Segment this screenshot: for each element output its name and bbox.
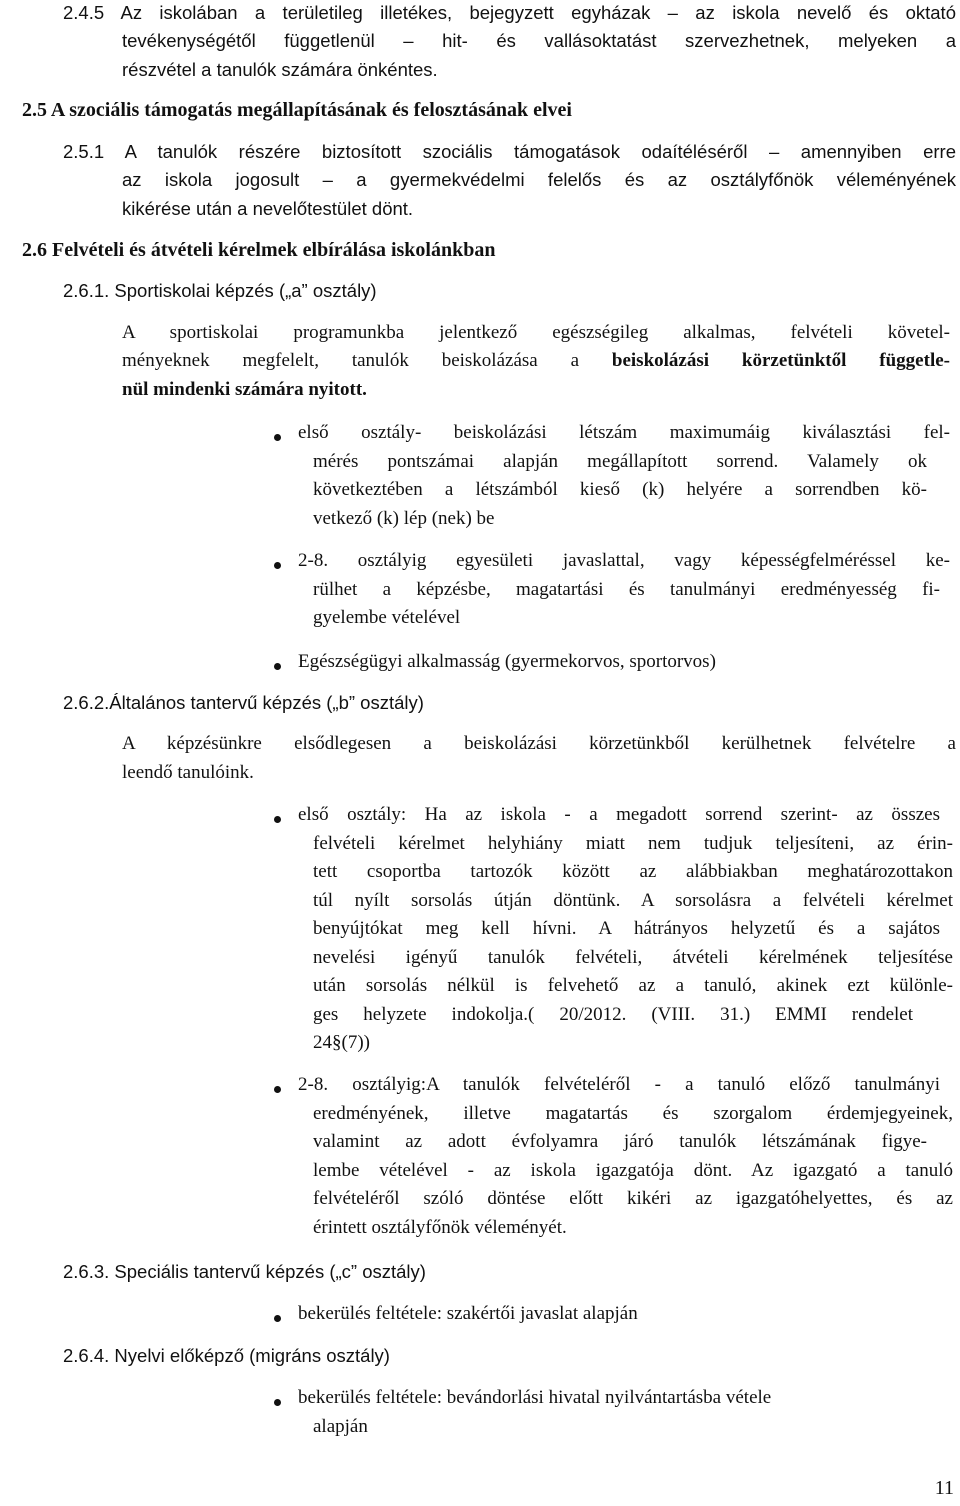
text-line: kikérése után a nevelőtestület dönt. <box>122 198 414 219</box>
subsection-heading-2-6-1: 2.6.1. Sportiskolai képzés („a” osztály) <box>63 280 377 301</box>
list-item-line: gyelembe vételével <box>313 607 461 628</box>
text-line: A sportiskolai programunkba jelentkező egészségileg alkalmas, felvételi követel- <box>122 322 950 343</box>
list-item-line: lembe vételével - az iskola igazgatója dönt. Az igazgató a tanuló <box>313 1160 953 1181</box>
section-heading-2-6: 2.6 Felvételi és átvételi kérelmek elbírálása iskolánkban <box>22 239 496 261</box>
subsection-heading-2-6-3: 2.6.3. Speciális tantervű képzés („c” osztály) <box>63 1261 426 1282</box>
list-item-line: első osztály: Ha az iskola - a megadott sorrend szerint- az összes <box>298 804 940 825</box>
bullet-icon <box>274 562 281 569</box>
bullet-icon <box>274 1399 281 1406</box>
list-item-line: benyújtókat meg kell hívni. A hátrányos helyzetű és a sajátos <box>313 918 940 939</box>
list-item-line: első osztály- beiskolázási létszám maximumáig kiválasztási fel- <box>298 422 950 443</box>
text-line: ményeknek megfelelt, tanulók beiskolázása a beiskolázási körzetünktől függetle- <box>122 350 950 371</box>
list-item-line: után sorsolás nélkül is felvehető az a tanuló, akinek ezt különle- <box>313 975 953 996</box>
bullet-icon <box>274 1086 281 1093</box>
list-item-line: bekerülés feltétele: szakértői javaslat alapján <box>298 1303 638 1324</box>
subsection-heading-2-6-2: 2.6.2.Általános tantervű képzés („b” osztály) <box>63 692 424 713</box>
list-item-line: 2-8. osztályig:A tanulók felvételéről - a tanuló előző tanulmányi <box>298 1074 940 1095</box>
list-item-line: rülhet a képzésbe, magatartási és tanulmányi eredményesség fi- <box>313 579 940 600</box>
list-item-line: Egészségügyi alkalmasság (gyermekorvos, sportorvos) <box>298 651 716 672</box>
page-number: 11 <box>934 1477 954 1499</box>
bullet-icon <box>274 816 281 823</box>
list-item-line: 24§(7)) <box>313 1032 370 1053</box>
text-line: A képzésünkre elsődlegesen a beiskolázási körzetünkből kerülhetnek felvételre a <box>122 733 956 754</box>
list-item-line: ges helyzete indokolja.( 20/2012. (VIII. 31.) EMMI rendelet <box>313 1004 913 1025</box>
list-item-line: mérés pontszámai alapján megállapított sorrend. Valamely ok <box>313 451 927 472</box>
text-line: tevékenységétől függetlenül – hit- és vallásoktatást szervezhetnek, melyeken a <box>122 30 956 51</box>
list-item-line: felvételi kérelmet helyhiány miatt nem tudjuk teljesíteni, az érin- <box>313 833 953 854</box>
bullet-icon <box>274 1315 281 1322</box>
list-item-line: alapján <box>313 1416 368 1437</box>
list-item-line: következtében a létszámból kieső (k) helyére a sorrendben kö- <box>313 479 927 500</box>
list-item-line: valamint az adott évfolyamra járó tanulók létszámának figye- <box>313 1131 927 1152</box>
text-line: részvétel a tanulók számára önkéntes. <box>122 59 438 80</box>
list-item-line: túl nyílt sorsolás útján döntünk. A sorsolásra a felvételi kérelmet <box>313 890 953 911</box>
list-item-line: 2-8. osztályig egyesületi javaslattal, vagy képességfelméréssel ke- <box>298 550 950 571</box>
bullet-icon <box>274 663 281 670</box>
section-heading-2-5: 2.5 A szociális támogatás megállapításának és felosztásának elvei <box>22 99 572 121</box>
text-line: nül mindenki számára nyitott. <box>122 379 367 400</box>
text-line: az iskola jogosult – a gyermekvédelmi felelős és az osztályfőnök véleményének <box>122 169 956 190</box>
bullet-icon <box>274 434 281 441</box>
list-item-line: nevelési igényű tanulók felvételi, átvételi kérelmének teljesítése <box>313 947 953 968</box>
list-item-line: bekerülés feltétele: bevándorlási hivatal nyilvántartásba vétele <box>298 1387 772 1408</box>
list-item-line: tett csoportba tartozók között az alábbiakban meghatározottakon <box>313 861 953 882</box>
text-line: 2.4.5 Az iskolában a területileg illetékes, bejegyzett egyházak – az iskola nevelő és oktató <box>63 2 956 23</box>
list-item-line: érintett osztályfőnök véleményét. <box>313 1217 567 1238</box>
list-item-line: eredményének, illetve magatartás és szorgalom érdemjegyeinek, <box>313 1103 953 1124</box>
subsection-heading-2-6-4: 2.6.4. Nyelvi előképző (migráns osztály) <box>63 1345 390 1366</box>
text-line: 2.5.1 A tanulók részére biztosított szociális támogatások odaítéléséről – amennyiben erre <box>63 141 956 162</box>
text-line: leendő tanulóink. <box>122 762 254 783</box>
list-item-line: vetkező (k) lép (nek) be <box>313 508 495 529</box>
list-item-line: felvételéről szóló döntése előtt kikéri az igazgatóhelyettes, és az <box>313 1188 953 1209</box>
